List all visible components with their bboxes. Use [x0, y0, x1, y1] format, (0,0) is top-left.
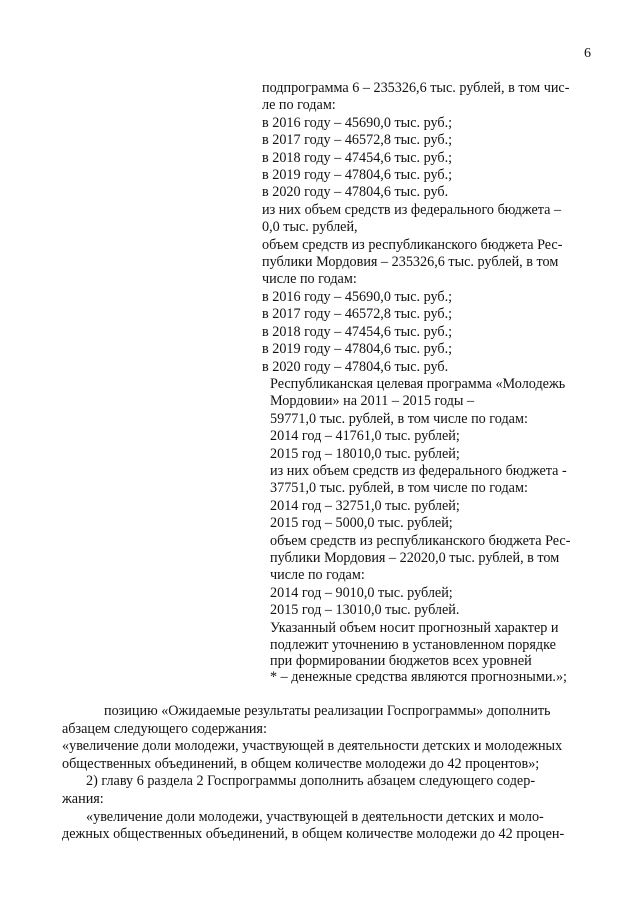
- funding-line: 59771,0 тыс. рублей, в том числе по годам:: [270, 410, 528, 427]
- funding-line: в 2020 году – 47804,6 тыс. руб.: [262, 184, 449, 201]
- body-line: «увеличение доли молодежи, участвующей в деятельности детских и моло-: [86, 808, 544, 825]
- page-number: 6: [584, 46, 591, 61]
- funding-line: числе по годам:: [262, 271, 357, 288]
- body-line: общественных объединений, в общем количестве молодежи до 42 процентов»;: [62, 755, 540, 772]
- funding-line: в 2019 году – 47804,6 тыс. руб.;: [262, 341, 453, 358]
- funding-line: числе по годам:: [270, 567, 365, 584]
- funding-line: 2015 год – 18010,0 тыс. рублей;: [270, 445, 460, 462]
- body-line: дежных общественных объединений, в общем количестве молодежи до 42 процен-: [62, 826, 565, 843]
- funding-line: в 2018 году – 47454,6 тыс. руб.;: [262, 149, 453, 166]
- funding-line: 2015 год – 5000,0 тыс. рублей;: [270, 515, 453, 532]
- funding-line: из них объем средств из федерального бюджета -: [270, 462, 567, 479]
- funding-line: 0,0 тыс. рублей,: [262, 219, 358, 236]
- funding-line: подпрограмма 6 – 235326,6 тыс. рублей, в том чис-: [262, 80, 570, 96]
- funding-line: в 2016 году – 45690,0 тыс. руб.;: [262, 288, 453, 305]
- funding-line: подлежит уточнению в установленном порядке: [270, 637, 556, 653]
- funding-line: 2014 год – 9010,0 тыс. рублей;: [270, 584, 453, 601]
- funding-line: в 2019 году – 47804,6 тыс. руб.;: [262, 167, 453, 184]
- funding-line: Указанный объем носит прогнозный характер и: [270, 619, 559, 636]
- amendment-text: [62, 703, 600, 844]
- funding-line: объем средств из республиканского бюджета Рес-: [262, 236, 563, 253]
- funding-line: в 2016 году – 45690,0 тыс. руб.;: [262, 114, 453, 131]
- funding-line: из них объем средств из федерального бюджета –: [262, 201, 562, 218]
- funding-line: Республиканская целевая программа «Молодежь: [270, 375, 566, 392]
- funding-line: * – денежные средства являются прогнозными.»;: [270, 669, 567, 686]
- funding-line: Мордовии» на 2011 – 2015 годы –: [270, 393, 475, 410]
- body-line: 2) главу 6 раздела 2 Госпрограммы дополнить абзацем следующего содер-: [86, 773, 536, 790]
- funding-line: при формировании бюджетов всех уровней: [270, 653, 532, 670]
- funding-line: 2015 год – 13010,0 тыс. рублей.: [270, 602, 460, 619]
- program-funding-column: [262, 80, 600, 686]
- funding-line: 37751,0 тыс. рублей, в том числе по годам:: [270, 480, 528, 497]
- body-line: жания:: [62, 790, 104, 807]
- funding-line: в 2017 году – 46572,8 тыс. руб.;: [262, 306, 453, 323]
- funding-line: в 2018 году – 47454,6 тыс. руб.;: [262, 323, 453, 340]
- funding-line: в 2020 году – 47804,6 тыс. руб.: [262, 358, 449, 375]
- funding-line: публики Мордовия – 235326,6 тыс. рублей, в том: [262, 254, 559, 271]
- body-line: позицию «Ожидаемые результаты реализации Госпрограммы» дополнить: [104, 703, 551, 719]
- funding-line: 2014 год – 32751,0 тыс. рублей;: [270, 497, 460, 514]
- funding-line: ле по годам:: [262, 97, 336, 114]
- body-line: абзацем следующего содержания:: [62, 720, 267, 737]
- funding-line: в 2017 году – 46572,8 тыс. руб.;: [262, 132, 453, 149]
- body-line: «увеличение доли молодежи, участвующей в деятельности детских и молодежных: [62, 738, 563, 755]
- funding-line: публики Мордовия – 22020,0 тыс. рублей, в том: [270, 549, 560, 566]
- funding-line: 2014 год – 41761,0 тыс. рублей;: [270, 428, 460, 445]
- funding-line: объем средств из республиканского бюджета Рес-: [270, 532, 571, 549]
